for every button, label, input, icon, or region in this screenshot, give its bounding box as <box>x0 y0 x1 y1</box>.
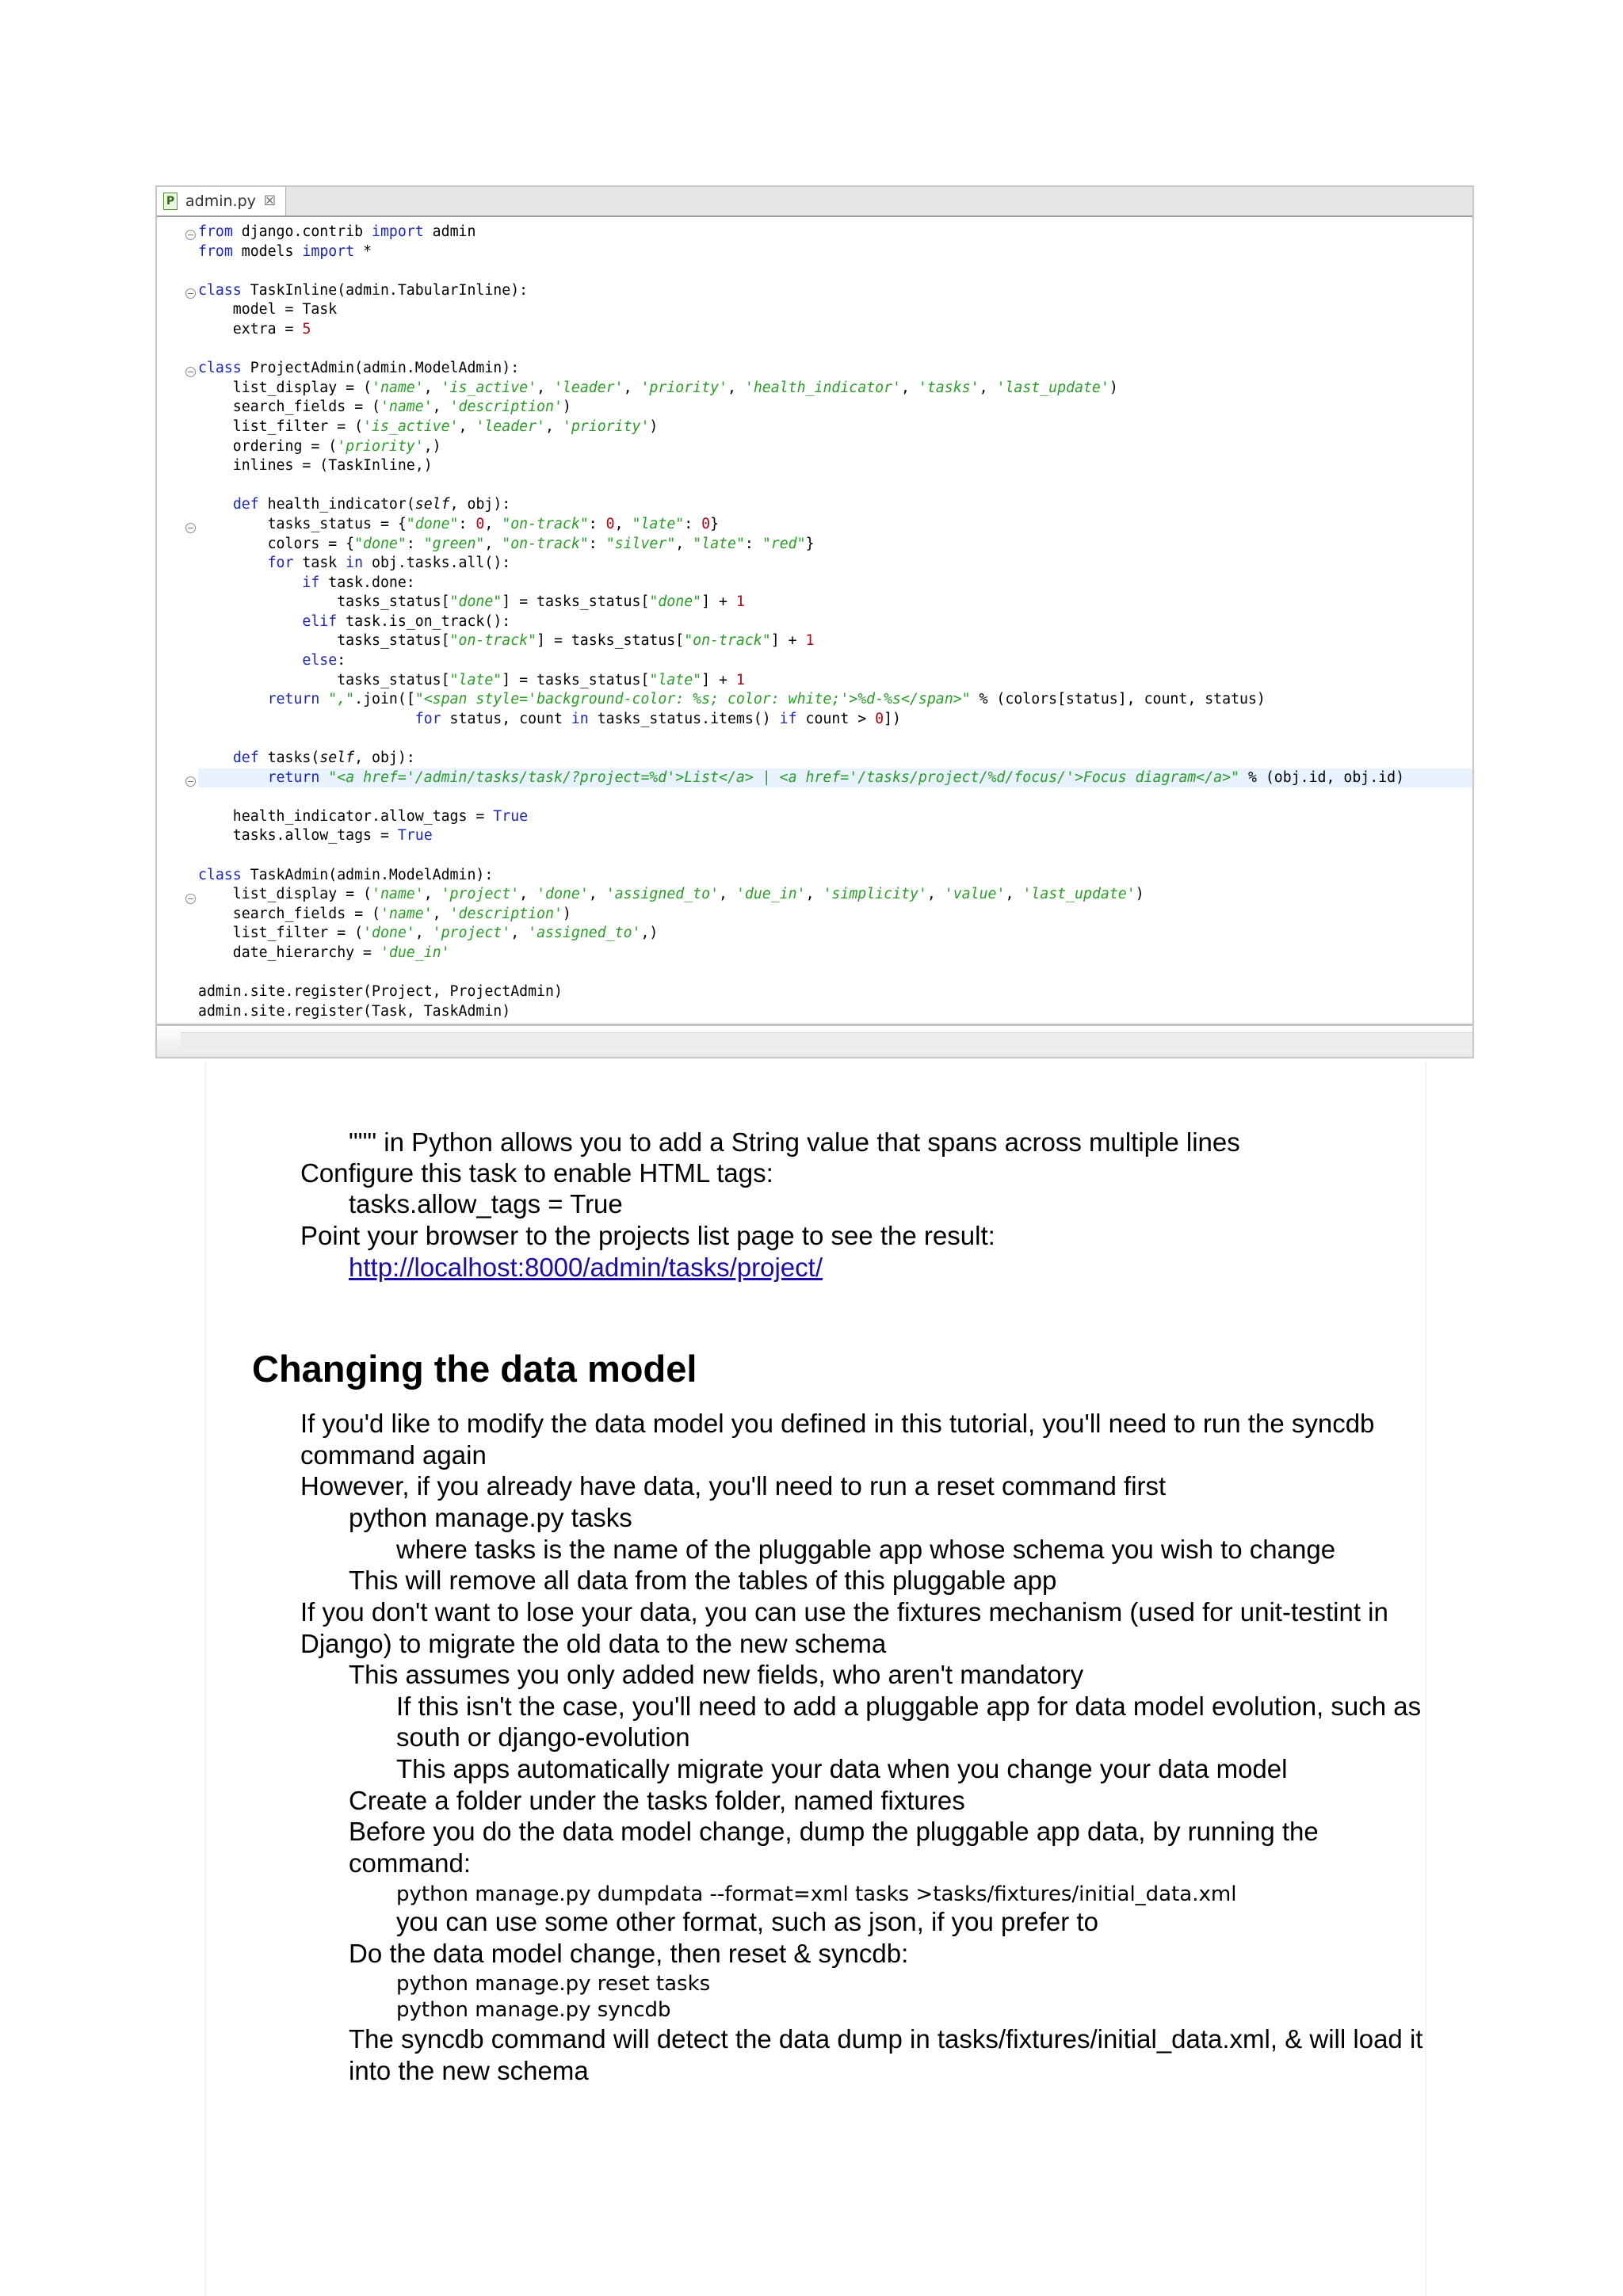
fold-icon[interactable] <box>185 523 196 533</box>
editor-tab-admin-py[interactable] <box>157 187 286 215</box>
code-line-10: search_fields = ('name', 'description') <box>198 399 571 416</box>
code-line-29-highlighted: return "<a href='/admin/tasks/task/?project=%d'>List</a> | <a href='/tasks/project/%d/focus/'>Focus diagram</a>" % (obj.id, obj.id) <box>198 769 1474 788</box>
code-line-5: model = Task <box>198 301 338 318</box>
code-line-32: tasks.allow_tags = True <box>198 827 433 845</box>
note-new-fields: This assumes you only added new fields, who aren't mandatory <box>349 1660 1084 1689</box>
note-syncdb-load: The syncdb command will detect the data dump in tasks/fixtures/initial_data.xml, & will load it <box>349 2024 1423 2054</box>
cmd-dumpdata: python manage.py dumpdata --format=xml tasks >tasks/fixtures/initial_data.xml <box>396 1882 1237 1906</box>
code-line-26: for status, count in tasks_status.items() if count > 0]) <box>414 710 901 727</box>
para-fixtures: If you don't want to lose your data, you can use the fixtures mechanism (used for unit-testint in <box>300 1597 1388 1627</box>
code-line-20: tasks_status["done"] = tasks_status["done"] + 1 <box>198 593 745 611</box>
code-line-41: admin.site.register(Task, TaskAdmin) <box>198 1002 511 1020</box>
code-line-37: list_filter = ('done', 'project', 'assigned_to',) <box>198 925 659 942</box>
projects-list-link[interactable]: http://localhost:8000/admin/tasks/project/ <box>349 1253 823 1282</box>
cmd-reset-tasks: python manage.py reset tasks <box>396 1972 711 1996</box>
code-line-2: from models import * <box>198 242 372 260</box>
code-line-13: inlines = (TaskInline,) <box>198 457 433 475</box>
code-line-40: admin.site.register(Project, ProjectAdmin) <box>198 983 563 1001</box>
code-line-34: class TaskAdmin(admin.ModelAdmin): <box>198 866 494 883</box>
para-modify-model-cont: command again <box>300 1440 487 1470</box>
fold-icon[interactable] <box>185 230 196 240</box>
code-line-6: extra = 5 <box>198 320 311 338</box>
fold-icon[interactable] <box>185 776 196 787</box>
code-line-19: if task.done: <box>302 574 415 591</box>
note-auto-migrate: This apps automatically migrate your data when you change your data model <box>396 1754 1288 1783</box>
code-line-24: tasks_status["late"] = tasks_status["late"] + 1 <box>198 671 745 688</box>
page-guide-right <box>1425 1062 1426 2296</box>
code-editor-screenshot <box>155 185 1474 1058</box>
code-line-17: colors = {"done": "green", "on-track": "silver", "late": "red"} <box>198 535 815 552</box>
code-line-35: list_display = ('name', 'project', 'done', 'assigned_to', 'due_in', 'simplicity', 'value', 'last_update') <box>198 886 1144 903</box>
code-line-18: for task in obj.tasks.all(): <box>267 555 511 572</box>
note-evolution-app: If this isn't the case, you'll need to add a pluggable app for data model evolution, such as <box>396 1691 1422 1721</box>
code-line-38: date_hierarchy = 'due_in' <box>198 944 450 961</box>
note-other-format: you can use some other format, such as json, if you prefer to <box>396 1907 1098 1936</box>
note-syncdb-load-cont: into the new schema <box>349 2056 589 2085</box>
note-multiline-string: """ in Python allows you to add a String value that spans across multiple lines <box>349 1127 1240 1157</box>
step-create-folder: Create a folder under the tasks folder, named fixtures <box>349 1786 965 1815</box>
code-line-22: tasks_status["on-track"] = tasks_status["on-track"] + 1 <box>198 632 815 650</box>
fold-icon[interactable] <box>185 288 196 299</box>
python-file-icon: P <box>163 193 178 210</box>
code-area[interactable] <box>198 223 1472 1021</box>
para-modify-model: If you'd like to modify the data model you defined in this tutorial, you'll need to run the syncdb <box>300 1409 1375 1438</box>
code-line-9: list_display = ('name', 'is_active', 'leader', 'priority', 'health_indicator', 'tasks', 'last_update') <box>198 379 1118 396</box>
bullet-configure-task: Configure this task to enable HTML tags: <box>300 1158 773 1188</box>
code-line-4: class TaskInline(admin.TabularInline): <box>198 281 529 299</box>
bullet-point-browser: Point your browser to the projects list page to see the result: <box>300 1221 995 1250</box>
editor-tab-bar <box>157 187 1472 217</box>
tab-close-icon[interactable]: ☒ <box>263 193 277 209</box>
code-line-28: def tasks(self, obj): <box>232 749 415 767</box>
code-line-8: class ProjectAdmin(admin.ModelAdmin): <box>198 360 520 377</box>
para-reset-first: However, if you already have data, you'll need to run a reset command first <box>300 1471 1167 1501</box>
note-evolution-app-cont: south or django-evolution <box>396 1722 690 1752</box>
code-line-16: tasks_status = {"done": 0, "on-track": 0, "late": 0} <box>198 515 720 532</box>
code-line-31: health_indicator.allow_tags = True <box>198 807 529 825</box>
step-dump-data-cont: command: <box>349 1848 472 1878</box>
code-line-23: else: <box>302 652 346 669</box>
editor-tab-label: admin.py <box>185 193 256 210</box>
code-line-11: list_filter = ('is_active', 'leader', 'priority') <box>198 418 659 435</box>
code-line-25: return ",".join(["<span style='background-color: %s; color: white;'>%d-%s</span>" % (colors[status], count, status) <box>267 691 1266 708</box>
code-line-21: elif task.is_on_track(): <box>302 612 511 630</box>
code-line-15: def health_indicator(self, obj): <box>232 496 511 513</box>
note-remove-all-data: This will remove all data from the tables of this pluggable app <box>349 1566 1057 1595</box>
cmd-manage-tasks: python manage.py tasks <box>349 1503 632 1532</box>
fold-icon[interactable] <box>185 367 196 377</box>
fold-icon[interactable] <box>185 894 196 904</box>
para-fixtures-cont: Django) to migrate the old data to the new schema <box>300 1629 887 1658</box>
code-listing <box>198 223 1472 1021</box>
code-line-12: ordering = ('priority',) <box>198 437 441 455</box>
projects-list-link-wrapper <box>349 1252 823 1283</box>
page-guide-left <box>204 1062 206 2296</box>
code-line-36: search_fields = ('name', 'description') <box>198 905 571 922</box>
editor-horizontal-scrollbar[interactable] <box>157 1024 1472 1057</box>
step-dump-data: Before you do the data model change, dump the pluggable app data, by running the <box>349 1817 1319 1846</box>
step-reset-syncdb: Do the data model change, then reset & syncdb: <box>349 1939 909 1968</box>
cmd-syncdb: python manage.py syncdb <box>396 1998 671 2022</box>
note-tasks-app-name: where tasks is the name of the pluggable app whose schema you wish to change <box>396 1535 1336 1564</box>
code-line-1: from django.contrib import admin <box>198 223 476 240</box>
bullet-allow-tags: tasks.allow_tags = True <box>349 1189 623 1219</box>
editor-gutter <box>157 217 190 1027</box>
section-heading: Changing the data model <box>252 1348 697 1390</box>
